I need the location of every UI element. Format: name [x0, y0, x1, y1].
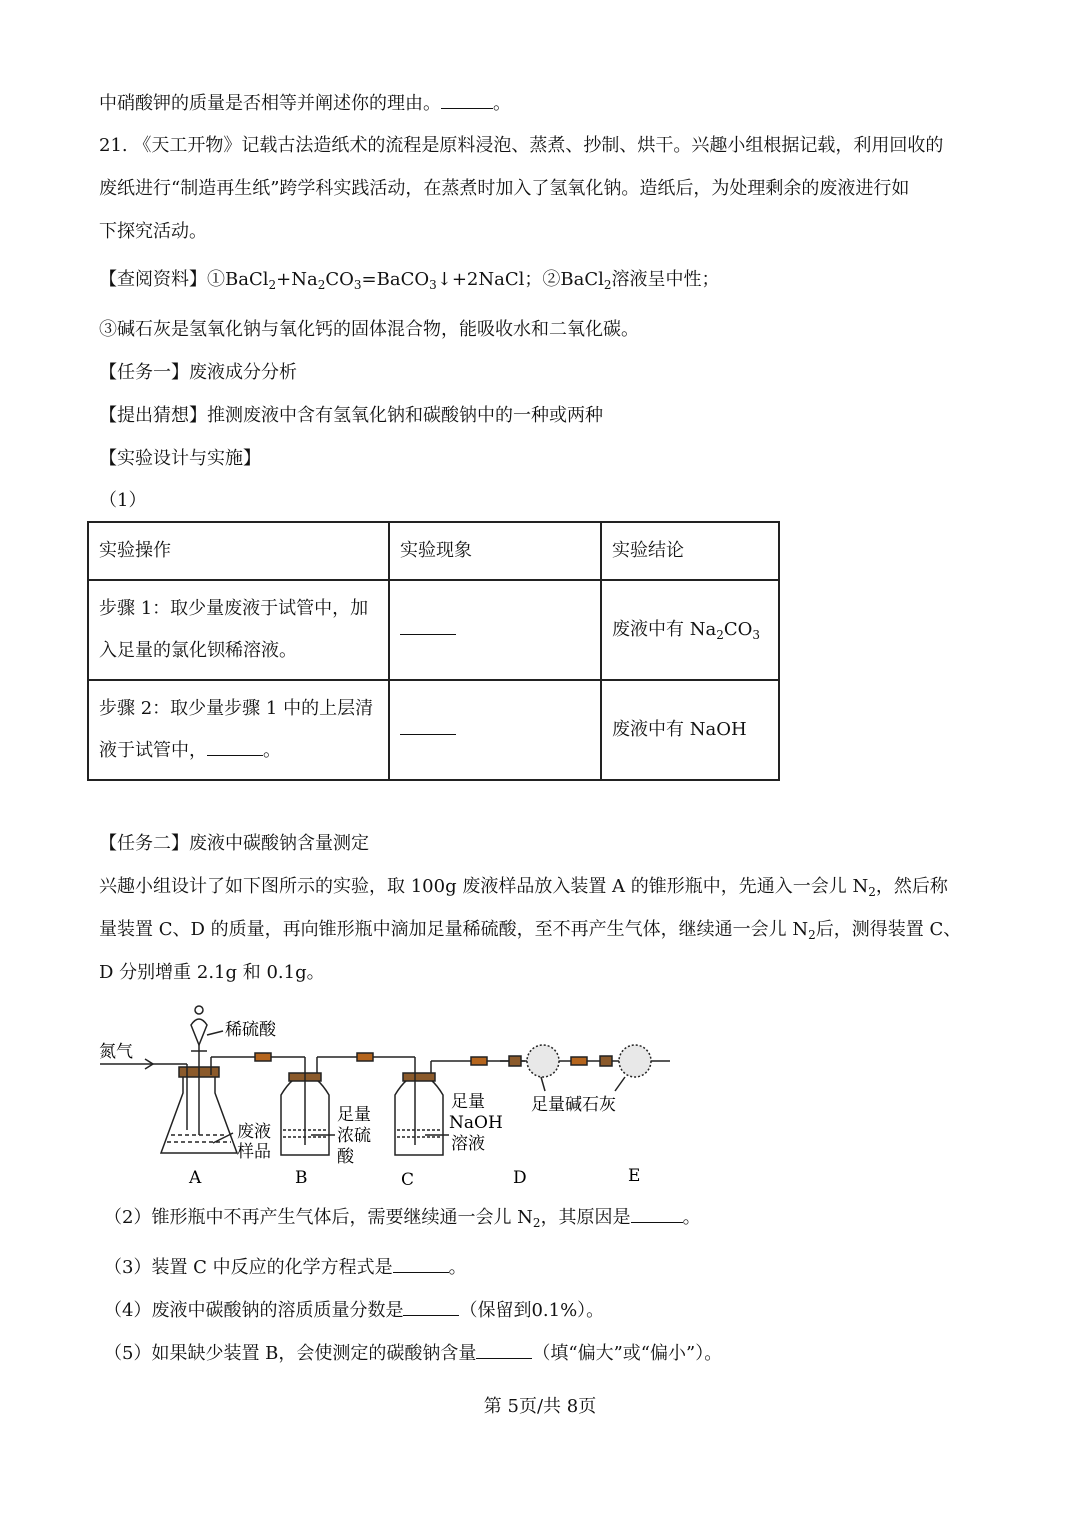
answer-blank[interactable]: [403, 1299, 459, 1316]
question-3: （3）装置 C 中反应的化学方程式是 。: [104, 1257, 467, 1278]
sub-question-1: （1）: [99, 490, 147, 511]
step1-conclusion: 废液中有 $Na_2CO_3$: [601, 580, 779, 680]
reference-line: 【查阅资料】$①BaCl_2+Na_2CO_3=BaCO_3↓+2NaCl$；②BaCl$_2$溶液呈中性；: [99, 269, 720, 292]
task1-title: 【任务一】废液成分分析: [99, 362, 297, 383]
label-b: B: [295, 1168, 308, 1188]
label-c: C: [401, 1170, 415, 1190]
experiment-table: [87, 521, 780, 781]
answer-blank[interactable]: [207, 739, 263, 756]
label-conc-2: 浓硫: [337, 1126, 371, 1146]
step2-phenomenon: [389, 680, 601, 780]
label-d: D: [513, 1168, 527, 1188]
label-naoh-2: NaOH: [449, 1113, 503, 1133]
top-line: 中硝酸钾的质量是否相等并阐述你的理由。 。: [99, 93, 511, 114]
label-conc-1: 足量: [337, 1105, 371, 1125]
step2-conclusion: 废液中有 NaOH: [601, 680, 779, 780]
drying-tube-e: [619, 1045, 651, 1077]
header-operation: 实验操作: [88, 522, 389, 580]
answer-blank[interactable]: [393, 1256, 449, 1273]
question-2: （2）锥形瓶中不再产生气体后，需要继续通一会儿 $N_2$，其原因是 。: [104, 1207, 701, 1230]
step2-operation: 步骤 2：取少量步骤 1 中的上层清 液于试管中， 。: [88, 680, 389, 780]
label-dilute-acid: 稀硫酸: [225, 1020, 276, 1040]
task2-para-3: D 分别增重 2.1g 和 0.1g。: [99, 962, 325, 983]
task2-para-2: 量装置 C、D 的质量，再向锥形瓶中滴加足量稀硫酸，至不再产生气体，继续通一会儿 $N_2$后，测得装置 C、: [99, 919, 962, 942]
guess-line: 【提出猜想】推测废液中含有氢氧化钠和碳酸钠中的一种或两种: [99, 405, 603, 426]
question-5: （5）如果缺少装置 B，会使测定的碳酸钠含量 （填“偏大”或“偏小”）。: [104, 1343, 723, 1364]
table-header-row: [88, 522, 779, 580]
design-line: 【实验设计与实施】: [99, 448, 261, 469]
label-nitrogen: 氮气: [99, 1042, 133, 1062]
label-waste-2: 样品: [237, 1142, 271, 1162]
answer-blank[interactable]: [631, 1206, 683, 1223]
step1-phenomenon: [389, 580, 601, 680]
q21-intro-3: 下探究活动。: [99, 221, 207, 242]
reference-3: ③碱石灰是氢氧化钠与氧化钙的固体混合物，能吸收水和二氧化碳。: [99, 319, 639, 340]
page-footer: 第 5页/共 8页: [483, 1396, 597, 1417]
label-e: E: [628, 1166, 641, 1186]
label-waste-1: 废液: [237, 1122, 271, 1142]
answer-blank[interactable]: [400, 618, 456, 635]
question-4: （4）废液中碳酸钠的溶质质量分数是 （保留到0.1%）。: [104, 1300, 605, 1321]
answer-blank[interactable]: [400, 718, 456, 735]
label-soda-lime: 足量碱石灰: [531, 1095, 616, 1115]
q21-intro-1: 21. 《天工开物》记载古法造纸术的流程是原料浸泡、蒸煮、抄制、烘干。兴趣小组根据记载，利用回收的: [99, 135, 944, 156]
answer-blank[interactable]: [441, 92, 493, 109]
table-row: [88, 580, 779, 680]
label-naoh-1: 足量: [451, 1092, 485, 1112]
header-conclusion: 实验结论: [601, 522, 779, 580]
task2-para-1: 兴趣小组设计了如下图所示的实验，取 100g 废液样品放入装置 A 的锥形瓶中，先通入一会儿 $N_2$，然后称: [99, 876, 948, 899]
label-a: A: [189, 1168, 202, 1188]
q21-intro-2: 废纸进行“制造再生纸”跨学科实践活动，在蒸煮时加入了氢氧化钠。造纸后，为处理剩余的废液进行如: [99, 178, 910, 199]
table-row: [88, 680, 779, 780]
header-phenomenon: 实验现象: [389, 522, 601, 580]
label-conc-3: 酸: [337, 1147, 354, 1167]
drying-tube-d: [527, 1045, 559, 1077]
bottle-c: [395, 1080, 443, 1155]
separatory-funnel: [191, 1019, 207, 1045]
step1-operation: 步骤 1：取少量废液于试管中，加 入足量的氯化钡稀溶液。: [88, 580, 389, 680]
apparatus-diagram: [95, 995, 675, 1190]
task2-title: 【任务二】废液中碳酸钠含量测定: [99, 833, 369, 854]
label-naoh-3: 溶液: [451, 1134, 485, 1154]
answer-blank[interactable]: [476, 1342, 532, 1359]
